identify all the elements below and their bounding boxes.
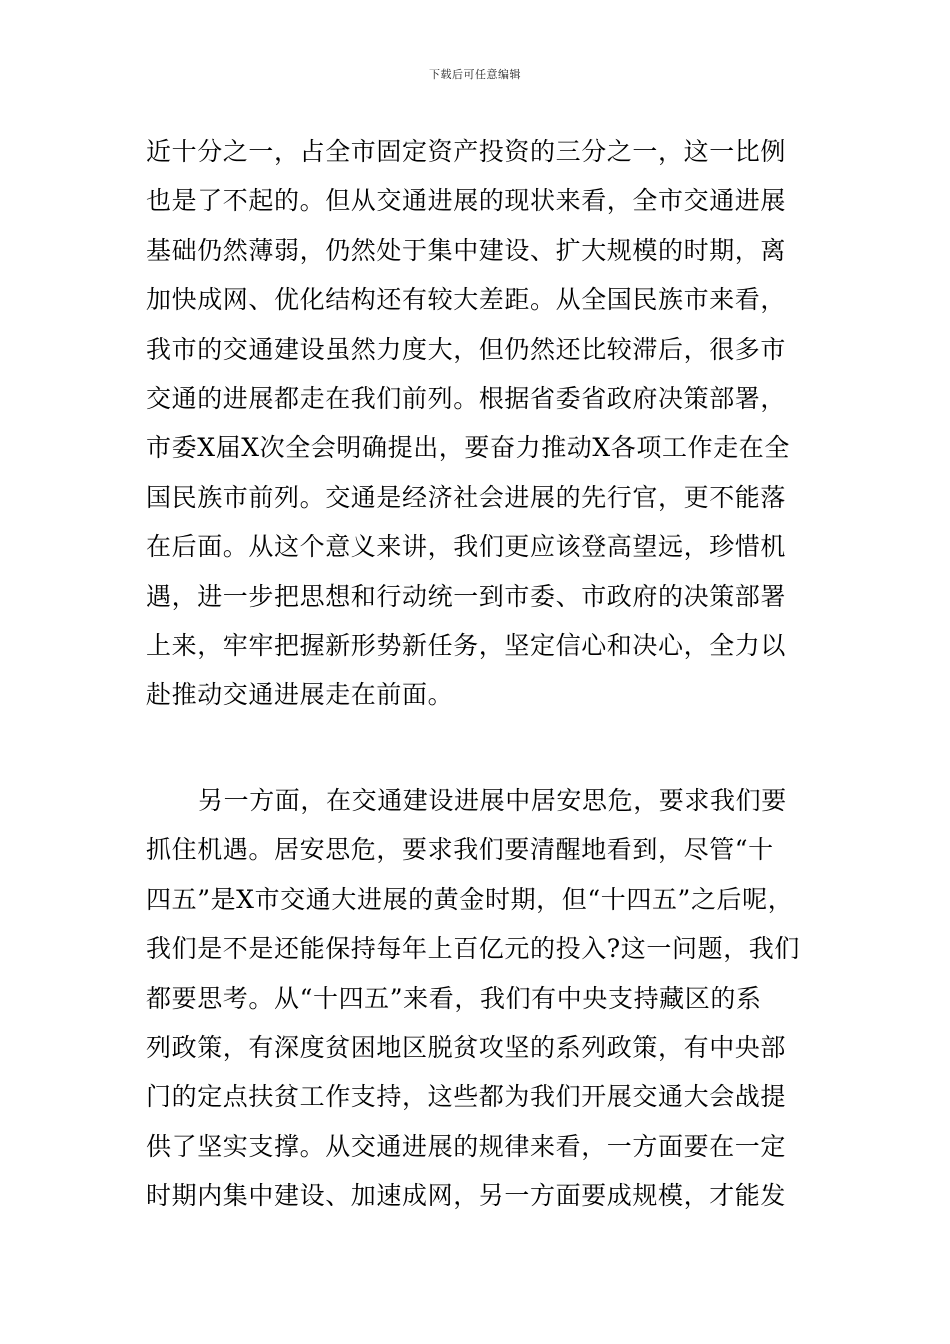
text-line: 我们是不是还能保持每年上百亿元的投入?这一问题，我们 bbox=[146, 934, 801, 964]
text-line: 加快成网、优化结构还有较大差距。从全国民族市来看， bbox=[146, 285, 787, 315]
text-line: 基础仍然薄弱，仍然处于集中建设、扩大规模的时期，离 bbox=[146, 235, 787, 265]
text-line: 近十分之一，占全市固定资产投资的三分之一，这一比例 bbox=[146, 137, 787, 166]
text-line: 遇，进一步把思想和行动统一到市委、市政府的决策部署 bbox=[146, 581, 787, 611]
text-line: 门的定点扶贫工作支持，这些都为我们开展交通大会战提 bbox=[146, 1082, 787, 1112]
text-line: 也是了不起的。但从交通进展的现状来看，全市交通进展 bbox=[146, 186, 787, 216]
text-line: 市委X届X次全会明确提出，要奋力推动X各项工作走在全 bbox=[146, 433, 790, 463]
text-line: 都要思考。从“十四五”来看，我们有中央支持藏区的系 bbox=[146, 983, 762, 1013]
text-line: 在后面。从这个意义来讲，我们更应该登高望远，珍惜机 bbox=[146, 532, 787, 562]
text-line: 我市的交通建设虽然力度大，但仍然还比较滞后，很多市 bbox=[146, 334, 787, 364]
text-line: 上来，牢牢把握新形势新任务，坚定信心和决心，全力以 bbox=[146, 630, 787, 660]
body-paragraph-1 bbox=[146, 127, 826, 720]
text-line: 赴推动交通进展走在前面。 bbox=[146, 680, 454, 710]
text-line: 列政策，有深度贫困地区脱贫攻坚的系列政策，有中央部 bbox=[146, 1032, 787, 1062]
text-line: 抓住机遇。居安思危，要求我们要清醒地看到，尽管“十 bbox=[146, 835, 774, 865]
text-line: 交通的进展都走在我们前列。根据省委省政府决策部署， bbox=[146, 383, 787, 413]
text-line: 供了坚实支撑。从交通进展的规律来看，一方面要在一定 bbox=[146, 1131, 787, 1161]
header-note: 下载后可任意编辑 bbox=[429, 68, 521, 81]
text-line-indented: 另一方面，在交通建设进展中居安思危，要求我们要 bbox=[198, 786, 787, 815]
body-paragraph-2 bbox=[146, 776, 826, 1221]
text-line: 国民族市前列。交通是经济社会进展的先行官，更不能落 bbox=[146, 482, 787, 512]
text-line: 四五”是X市交通大进展的黄金时期，但“十四五”之后呢， bbox=[146, 884, 794, 914]
text-line: 时期内集中建设、加速成网，另一方面要成规模，才能发 bbox=[146, 1181, 787, 1211]
